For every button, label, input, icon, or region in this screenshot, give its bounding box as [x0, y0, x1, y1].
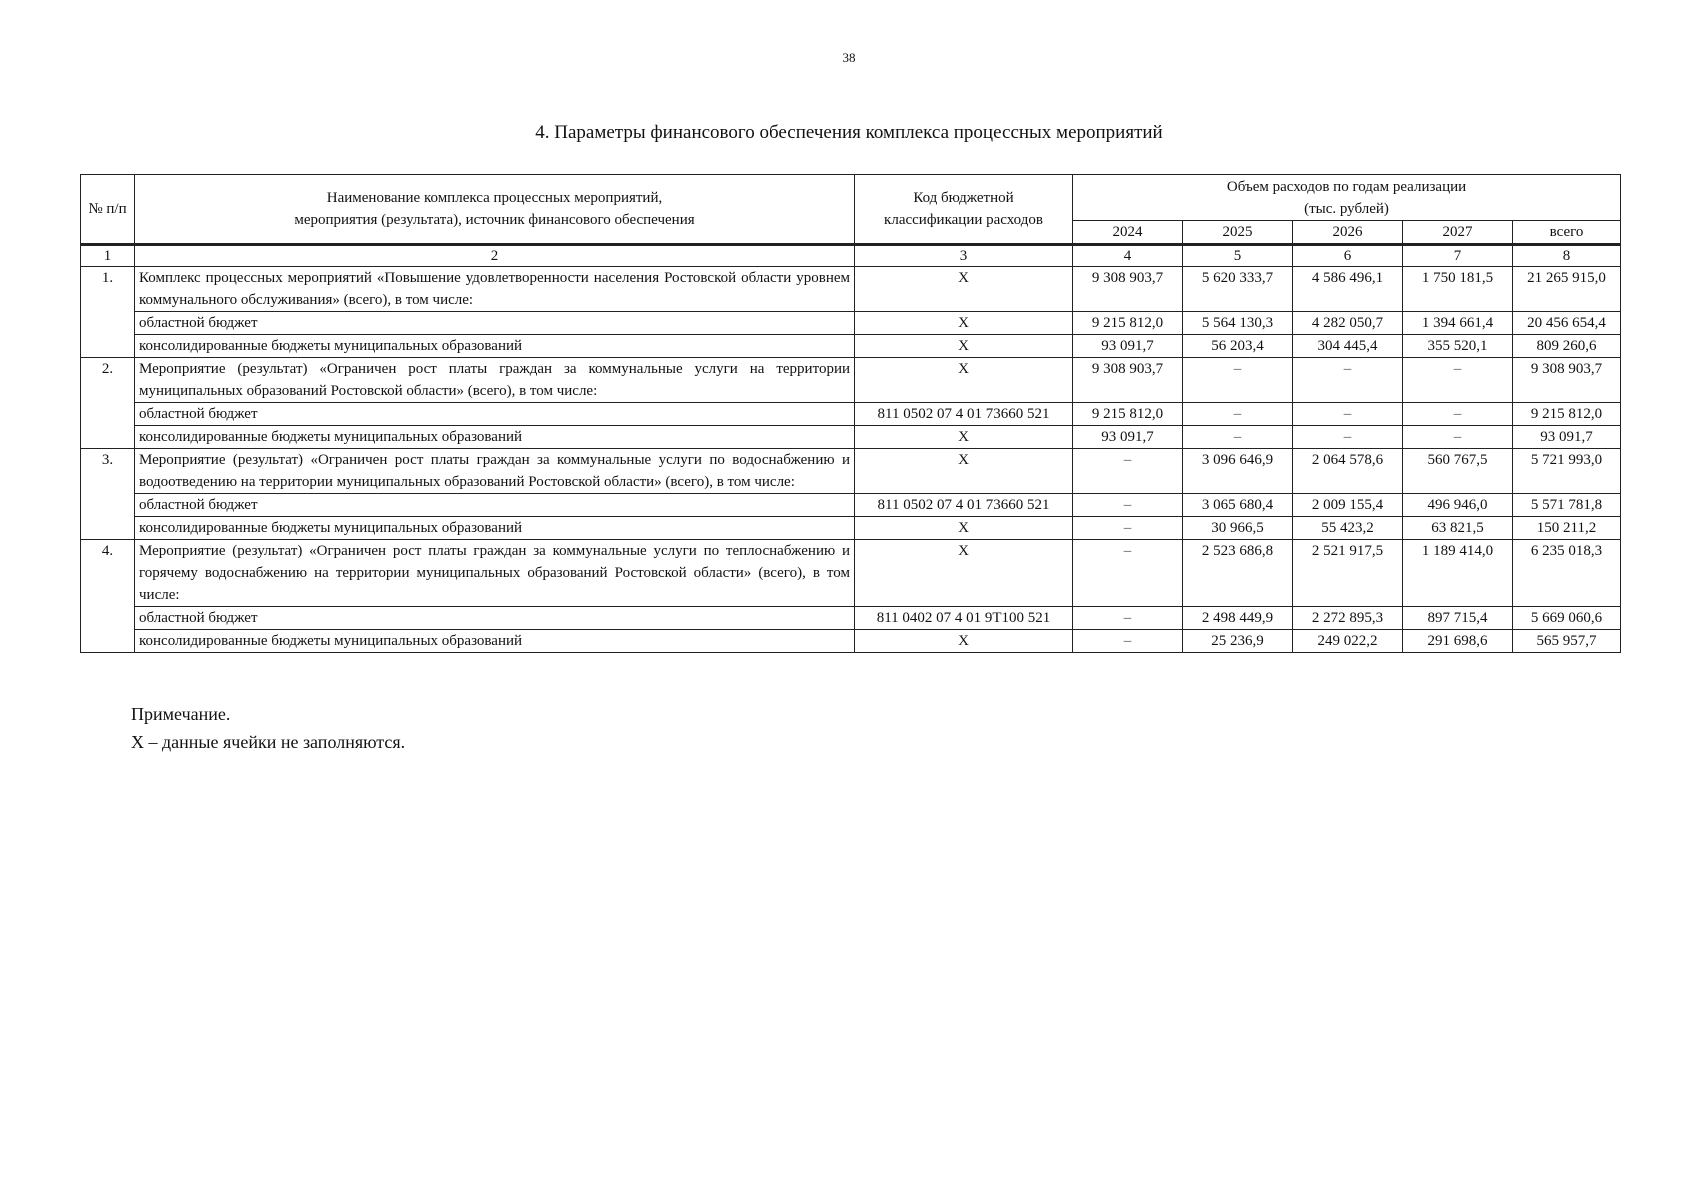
row-year-value: 25 236,9 [1183, 630, 1293, 653]
row-year-value: 560 767,5 [1403, 449, 1513, 494]
table-row [81, 517, 1621, 540]
column-number: 5 [1183, 245, 1293, 267]
row-year-value: 9 215 812,0 [1073, 403, 1183, 426]
row-year-value: 4 282 050,7 [1293, 312, 1403, 335]
row-budget-code: X [855, 335, 1073, 358]
row-year-value: 291 698,6 [1403, 630, 1513, 653]
row-year-value: 2 009 155,4 [1293, 494, 1403, 517]
table-row [81, 449, 1621, 494]
row-total-value: 93 091,7 [1513, 426, 1621, 449]
column-number: 3 [855, 245, 1073, 267]
row-year-value: 2 498 449,9 [1183, 607, 1293, 630]
row-year-value: 355 520,1 [1403, 335, 1513, 358]
row-year-value: 30 966,5 [1183, 517, 1293, 540]
row-year-value: 9 308 903,7 [1073, 358, 1183, 403]
row-number: 1. [81, 267, 135, 358]
header-year: 2026 [1293, 221, 1403, 245]
row-year-value: 93 091,7 [1073, 335, 1183, 358]
row-budget-code: X [855, 267, 1073, 312]
row-budget-code: 811 0502 07 4 01 73660 521 [855, 403, 1073, 426]
row-budget-code: X [855, 426, 1073, 449]
table-row [81, 312, 1621, 335]
row-total-value: 5 721 993,0 [1513, 449, 1621, 494]
header-volume [1073, 175, 1621, 221]
row-total-value: 6 235 018,3 [1513, 540, 1621, 607]
header-name-line2: мероприятия (результата), источник финансового обеспечения [294, 212, 695, 228]
row-year-value: 4 586 496,1 [1293, 267, 1403, 312]
note-text: X – данные ячейки не заполняются. [131, 732, 406, 752]
row-year-value: 56 203,4 [1183, 335, 1293, 358]
row-year-value: 2 064 578,6 [1293, 449, 1403, 494]
row-name: консолидированные бюджеты муниципальных образований [135, 426, 855, 449]
column-number: 4 [1073, 245, 1183, 267]
row-year-value: – [1293, 426, 1403, 449]
document-title: 4. Параметры финансового обеспечения комплекса процессных мероприятий [535, 122, 1163, 143]
table-row [81, 630, 1621, 653]
row-year-value: – [1073, 540, 1183, 607]
row-total-value: 150 211,2 [1513, 517, 1621, 540]
row-year-value: – [1073, 517, 1183, 540]
row-year-value: – [1073, 630, 1183, 653]
row-name: Комплекс процессных мероприятий «Повышение удовлетворенности населения Ростовской области уровнем коммунального обслуживания» (всего), в том числе: [135, 267, 855, 312]
row-year-value: – [1183, 403, 1293, 426]
row-year-value: – [1073, 449, 1183, 494]
row-year-value: 897 715,4 [1403, 607, 1513, 630]
row-number: 2. [81, 358, 135, 449]
column-number: 8 [1513, 245, 1621, 267]
table-row [81, 335, 1621, 358]
row-name: консолидированные бюджеты муниципальных образований [135, 335, 855, 358]
row-name: областной бюджет [135, 312, 855, 335]
row-name: Мероприятие (результат) «Ограничен рост платы граждан за коммунальные услуги по теплоснабжению и горячему водоснабжению на территории муниципальных образований Ростовской области» (всего), в том числе: [135, 540, 855, 607]
table-row [81, 426, 1621, 449]
row-year-value: 93 091,7 [1073, 426, 1183, 449]
row-budget-code: 811 0402 07 4 01 9Т100 521 [855, 607, 1073, 630]
row-year-value: 3 065 680,4 [1183, 494, 1293, 517]
row-year-value: – [1403, 403, 1513, 426]
header-code [855, 175, 1073, 245]
header-year: 2025 [1183, 221, 1293, 245]
column-number: 1 [81, 245, 135, 267]
row-year-value: 2 272 895,3 [1293, 607, 1403, 630]
row-year-value: 55 423,2 [1293, 517, 1403, 540]
row-year-value: 9 215 812,0 [1073, 312, 1183, 335]
row-total-value: 5 669 060,6 [1513, 607, 1621, 630]
row-name: областной бюджет [135, 403, 855, 426]
row-year-value: 63 821,5 [1403, 517, 1513, 540]
row-year-value: – [1073, 607, 1183, 630]
row-year-value: 9 308 903,7 [1073, 267, 1183, 312]
header-year: 2027 [1403, 221, 1513, 245]
header-name [135, 175, 855, 245]
row-total-value: 809 260,6 [1513, 335, 1621, 358]
row-name: консолидированные бюджеты муниципальных образований [135, 630, 855, 653]
column-number: 2 [135, 245, 855, 267]
row-name: Мероприятие (результат) «Ограничен рост платы граждан за коммунальные услуги по водоснабжению и водоотведению на территории муниципальных образований Ростовской области» (всего), в том числе: [135, 449, 855, 494]
row-year-value: 304 445,4 [1293, 335, 1403, 358]
financing-table [80, 174, 1621, 653]
row-year-value: 3 096 646,9 [1183, 449, 1293, 494]
row-name: областной бюджет [135, 607, 855, 630]
header-total: всего [1513, 221, 1621, 245]
row-budget-code: X [855, 517, 1073, 540]
note [131, 700, 405, 756]
page-number: 38 [842, 50, 856, 65]
row-year-value: 5 620 333,7 [1183, 267, 1293, 312]
note-heading: Примечание. [131, 704, 231, 724]
header-number: № п/п [81, 175, 135, 245]
row-budget-code: X [855, 312, 1073, 335]
table-row [81, 540, 1621, 607]
column-number: 7 [1403, 245, 1513, 267]
row-budget-code: 811 0502 07 4 01 73660 521 [855, 494, 1073, 517]
row-total-value: 9 215 812,0 [1513, 403, 1621, 426]
header-volume-line1: Объем расходов по годам реализации [1226, 178, 1467, 195]
table-row [81, 494, 1621, 517]
row-total-value: 20 456 654,4 [1513, 312, 1621, 335]
header-year: 2024 [1073, 221, 1183, 245]
row-year-value: – [1293, 403, 1403, 426]
row-name: Мероприятие (результат) «Ограничен рост платы граждан за коммунальные услуги на территории муниципальных образований Ростовской области» (всего), в том числе: [135, 358, 855, 403]
row-year-value: 5 564 130,3 [1183, 312, 1293, 335]
table-row [81, 267, 1621, 312]
row-year-value: – [1073, 494, 1183, 517]
table-row [81, 358, 1621, 403]
row-year-value: – [1183, 426, 1293, 449]
row-year-value: 2 521 917,5 [1293, 540, 1403, 607]
header-code-line1: Код бюджетной [913, 190, 1014, 206]
row-budget-code: X [855, 540, 1073, 607]
row-year-value: 1 189 414,0 [1403, 540, 1513, 607]
row-name: консолидированные бюджеты муниципальных образований [135, 517, 855, 540]
header-name-line1: Наименование комплекса процессных мероприятий, [326, 190, 663, 206]
row-budget-code: X [855, 449, 1073, 494]
header-code-line2: классификации расходов [884, 212, 1043, 228]
row-budget-code: X [855, 630, 1073, 653]
row-number: 3. [81, 449, 135, 540]
row-year-value: 2 523 686,8 [1183, 540, 1293, 607]
row-year-value: – [1183, 358, 1293, 403]
row-year-value: 1 394 661,4 [1403, 312, 1513, 335]
column-number: 6 [1293, 245, 1403, 267]
row-total-value: 5 571 781,8 [1513, 494, 1621, 517]
row-year-value: – [1403, 358, 1513, 403]
row-year-value: – [1293, 358, 1403, 403]
table-body [81, 267, 1621, 653]
row-total-value: 565 957,7 [1513, 630, 1621, 653]
table-row [81, 403, 1621, 426]
row-name: областной бюджет [135, 494, 855, 517]
row-year-value: 496 946,0 [1403, 494, 1513, 517]
row-number: 4. [81, 540, 135, 653]
row-year-value: 1 750 181,5 [1403, 267, 1513, 312]
row-total-value: 21 265 915,0 [1513, 267, 1621, 312]
row-budget-code: X [855, 358, 1073, 403]
row-year-value: 249 022,2 [1293, 630, 1403, 653]
header-volume-line2: (тыс. рублей) [1304, 200, 1389, 217]
table-row [81, 607, 1621, 630]
row-year-value: – [1403, 426, 1513, 449]
row-total-value: 9 308 903,7 [1513, 358, 1621, 403]
